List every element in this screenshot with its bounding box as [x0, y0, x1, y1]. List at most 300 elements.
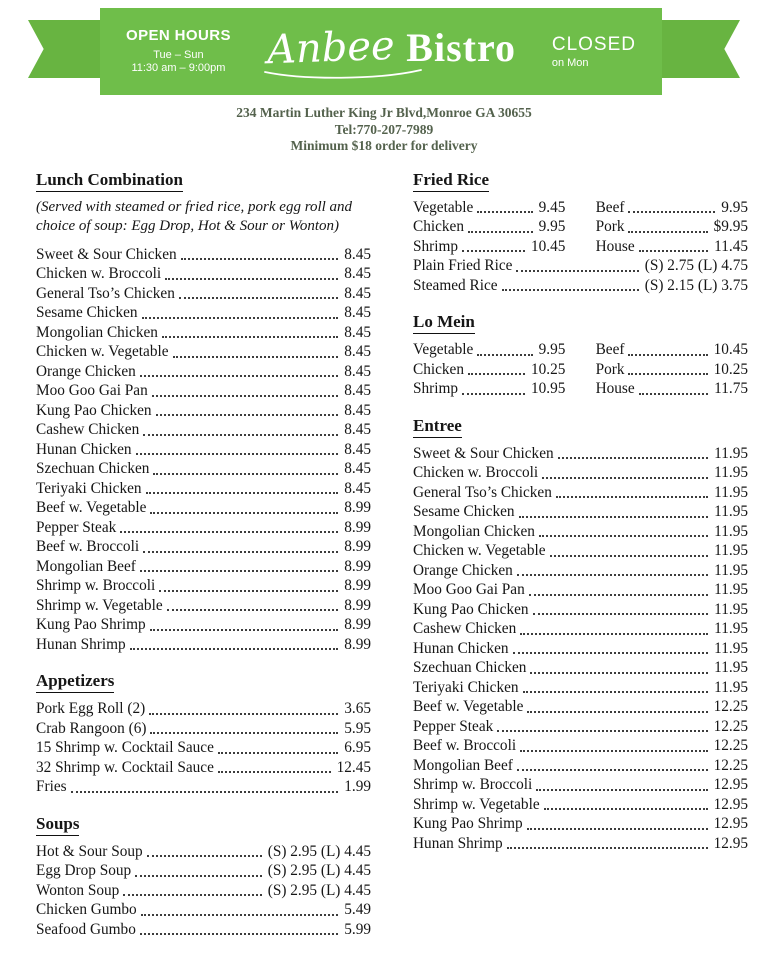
address-line: 234 Martin Luther King Jr Blvd,Monroe GA 30655: [0, 105, 768, 122]
dot-leader: [520, 750, 708, 752]
dot-leader: [156, 414, 339, 416]
menu-column-left: [36, 170, 371, 940]
dot-leader: [477, 211, 532, 213]
closed-sub: on Mon: [552, 57, 636, 71]
menu-pair-item: [596, 237, 748, 257]
dot-leader: [140, 933, 338, 935]
menu-item-price: 11.95: [712, 678, 748, 698]
menu-item-price: 10.95: [529, 379, 565, 399]
menu-item-price: (S) 2.95 (L) 4.45: [266, 842, 371, 862]
dot-leader: [146, 492, 339, 494]
menu-item-row: [36, 303, 371, 323]
section-title: Lunch Combination: [36, 170, 183, 192]
menu-item-price: 12.25: [712, 736, 748, 756]
menu-item-row: [413, 600, 748, 620]
dot-leader: [159, 590, 338, 592]
menu-item-row: [413, 276, 748, 296]
menu-item-price: 9.95: [719, 198, 748, 218]
menu-item-row: [413, 775, 748, 795]
menu-item-price: 11.95: [712, 561, 748, 581]
menu-item-price: 3.65: [342, 699, 371, 719]
menu-item-name: Shrimp: [413, 237, 458, 257]
section-note: (Served with steamed or fried rice, pork egg roll and choice of soup: Egg Drop, Hot & Sour or Wonton): [36, 198, 371, 236]
open-hours-days: Tue – Sun: [126, 49, 231, 63]
dot-leader: [516, 270, 638, 272]
menu-section: [36, 170, 371, 655]
restaurant-name: [267, 24, 516, 79]
menu-item-price: 11.95: [712, 541, 748, 561]
section-title: Entree: [413, 416, 462, 438]
menu-item-row: [413, 697, 748, 717]
menu-item-price: 6.95: [342, 738, 371, 758]
menu-item-name: Cashew Chicken: [413, 619, 516, 639]
menu-item-price: 11.95: [712, 658, 748, 678]
menu-item-price: 8.45: [342, 342, 371, 362]
dot-leader: [527, 711, 707, 713]
menu-item-price: (S) 2.15 (L) 3.75: [643, 276, 748, 296]
menu-item-price: (S) 2.95 (L) 4.45: [266, 861, 371, 881]
menu-pair-item: [413, 360, 565, 380]
menu-item-name: Crab Rangoon (6): [36, 719, 146, 739]
dot-leader: [502, 289, 639, 291]
menu-item-row: [36, 284, 371, 304]
menu-item-price: $9.95: [712, 217, 748, 237]
menu-item-row: [36, 719, 371, 739]
menu-item-price: 8.45: [342, 284, 371, 304]
contact-info: [0, 105, 768, 155]
section-title-row: [36, 170, 371, 198]
dot-leader: [462, 393, 525, 395]
menu-item-price: 5.95: [342, 719, 371, 739]
section-title: Fried Rice: [413, 170, 489, 192]
menu-item-name: Sesame Chicken: [413, 502, 515, 522]
menu-item-name: General Tso’s Chicken: [413, 483, 552, 503]
menu-item-name: Beef: [596, 340, 625, 360]
menu-item-row: [36, 440, 371, 460]
dot-leader: [71, 791, 339, 793]
menu-item-price: 8.99: [342, 635, 371, 655]
menu-item-name: Hunan Chicken: [36, 440, 132, 460]
dot-leader: [130, 648, 339, 650]
menu-item-row: [36, 401, 371, 421]
menu-item-name: Cashew Chicken: [36, 420, 139, 440]
dot-leader: [513, 652, 709, 654]
delivery-note: Minimum $18 order for delivery: [0, 138, 768, 155]
menu-pair-item: [596, 198, 748, 218]
menu-item-row: [413, 561, 748, 581]
menu-item-price: 11.75: [712, 379, 748, 399]
phone-line: Tel:770-207-7989: [0, 122, 768, 139]
dot-leader: [639, 250, 708, 252]
menu-item-row: [413, 834, 748, 854]
dot-leader: [628, 354, 707, 356]
menu-item-row: [413, 756, 748, 776]
menu-item-row: [413, 658, 748, 678]
menu-item-row: [36, 537, 371, 557]
menu-item-row: [36, 758, 371, 778]
menu-item-name: Kung Pao Chicken: [36, 401, 152, 421]
menu-item-price: 8.45: [342, 401, 371, 421]
menu-item-price: 11.95: [712, 463, 748, 483]
section-title: Soups: [36, 814, 79, 836]
dot-leader: [542, 477, 708, 479]
menu-item-price: 11.95: [712, 580, 748, 600]
dot-leader: [523, 691, 709, 693]
menu-item-name: Orange Chicken: [36, 362, 136, 382]
menu-item-row: [413, 217, 748, 237]
menu-item-price: 8.99: [342, 537, 371, 557]
menu-item-price: 8.45: [342, 479, 371, 499]
dot-leader: [462, 250, 525, 252]
menu-item-name: Beef w. Vegetable: [36, 498, 146, 518]
menu-item-row: [36, 362, 371, 382]
menu-item-name: Kung Pao Shrimp: [413, 814, 523, 834]
menu-pair-item: [413, 198, 565, 218]
dot-leader: [150, 512, 338, 514]
dot-leader: [639, 393, 708, 395]
menu-item-name: Fries: [36, 777, 67, 797]
banner: [0, 0, 768, 100]
menu-item-row: [413, 580, 748, 600]
menu-item-name: 15 Shrimp w. Cocktail Sauce: [36, 738, 214, 758]
menu-item-name: Pork Egg Roll (2): [36, 699, 145, 719]
dot-leader: [530, 672, 708, 674]
open-hours-block: [126, 27, 231, 76]
menu-item-name: Sweet & Sour Chicken: [36, 245, 177, 265]
menu-item-name: Chicken: [413, 217, 464, 237]
menu-item-name: General Tso’s Chicken: [36, 284, 175, 304]
menu-item-name: Pepper Steak: [36, 518, 116, 538]
menu-item-name: Chicken w. Broccoli: [36, 264, 161, 284]
menu-item-row: [36, 420, 371, 440]
dot-leader: [120, 531, 338, 533]
menu-section: [36, 814, 371, 940]
closed-title: CLOSED: [552, 33, 636, 57]
menu-item-name: Orange Chicken: [413, 561, 513, 581]
menu-item-row: [36, 264, 371, 284]
dot-leader: [179, 297, 338, 299]
menu-item-row: [413, 340, 748, 360]
dot-leader: [477, 354, 532, 356]
menu-item-price: 12.95: [712, 795, 748, 815]
menu-item-row: [36, 479, 371, 499]
dot-leader: [556, 496, 708, 498]
dot-leader: [519, 516, 709, 518]
dot-leader: [140, 570, 338, 572]
menu-item-name: Egg Drop Soup: [36, 861, 131, 881]
menu-item-name: Vegetable: [413, 198, 473, 218]
menu-item-row: [413, 502, 748, 522]
brand-swash-icon: [263, 69, 423, 79]
menu-item-price: 8.45: [342, 362, 371, 382]
menu-item-row: [36, 777, 371, 797]
menu-item-row: [413, 463, 748, 483]
menu-item-name: Teriyaki Chicken: [413, 678, 519, 698]
dot-leader: [517, 769, 708, 771]
menu-item-row: [413, 379, 748, 399]
menu-item-name: Chicken w. Broccoli: [413, 463, 538, 483]
menu-item-name: Beef: [596, 198, 625, 218]
menu-item-name: Beef w. Broccoli: [36, 537, 139, 557]
menu-item-price: 8.99: [342, 518, 371, 538]
open-hours-title: OPEN HOURS: [126, 27, 231, 46]
menu-item-name: Hot & Sour Soup: [36, 842, 143, 862]
menu-item-price: 8.45: [342, 381, 371, 401]
restaurant-name-script: Anbee: [266, 23, 395, 73]
menu-item-name: Pepper Steak: [413, 717, 493, 737]
menu-item-price: 8.45: [342, 420, 371, 440]
menu-item-name: House: [596, 379, 635, 399]
section-title: Lo Mein: [413, 312, 475, 334]
closed-block: [552, 33, 636, 71]
menu-item-row: [36, 459, 371, 479]
menu-item-row: [413, 619, 748, 639]
menu-item-name: Kung Pao Shrimp: [36, 615, 146, 635]
menu-item-name: Mongolian Beef: [413, 756, 513, 776]
menu-item-price: (S) 2.75 (L) 4.75: [643, 256, 748, 276]
menu-item-row: [413, 639, 748, 659]
menu-pair-item: [413, 217, 565, 237]
menu-item-name: Pork: [596, 360, 625, 380]
menu-item-price: 11.95: [712, 639, 748, 659]
menu-pair-item: [413, 379, 565, 399]
menu-item-name: Shrimp: [413, 379, 458, 399]
menu-item-row: [413, 678, 748, 698]
menu-item-row: [36, 920, 371, 940]
menu-item-price: 8.45: [342, 303, 371, 323]
menu-item-name: Hunan Shrimp: [413, 834, 503, 854]
menu-item-price: 11.95: [712, 444, 748, 464]
dot-leader: [142, 317, 339, 319]
menu-item-name: Shrimp w. Vegetable: [413, 795, 540, 815]
dot-leader: [143, 551, 338, 553]
menu-item-name: Chicken w. Vegetable: [36, 342, 169, 362]
menu-item-name: Beef w. Broccoli: [413, 736, 516, 756]
dot-leader: [167, 609, 339, 611]
dot-leader: [173, 356, 339, 358]
menu-item-name: Teriyaki Chicken: [36, 479, 142, 499]
dot-leader: [628, 231, 707, 233]
menu-pair-item: [596, 340, 748, 360]
menu-item-name: Hunan Shrimp: [36, 635, 126, 655]
menu-item-price: 8.45: [342, 440, 371, 460]
menu-item-price: 8.45: [342, 459, 371, 479]
menu-item-name: Chicken: [413, 360, 464, 380]
menu-item-name: Sweet & Sour Chicken: [413, 444, 554, 464]
dot-leader: [507, 847, 708, 849]
menu-item-name: Kung Pao Chicken: [413, 600, 529, 620]
menu-item-name: Mongolian Beef: [36, 557, 136, 577]
menu-item-name: 32 Shrimp w. Cocktail Sauce: [36, 758, 214, 778]
dot-leader: [218, 752, 338, 754]
menu-item-price: 11.95: [712, 600, 748, 620]
dot-leader: [149, 713, 338, 715]
section-title-row: [413, 416, 748, 444]
dot-leader: [529, 594, 708, 596]
menu-item-price: 9.95: [537, 340, 566, 360]
ribbon-center: [100, 8, 662, 95]
menu-pair-item: [596, 360, 748, 380]
dot-leader: [517, 574, 708, 576]
menu-item-price: 5.49: [342, 900, 371, 920]
dot-leader: [558, 457, 709, 459]
menu-item-price: 8.45: [342, 245, 371, 265]
dot-leader: [150, 732, 338, 734]
menu-item-name: Shrimp w. Broccoli: [36, 576, 155, 596]
menu-item-price: 10.45: [529, 237, 565, 257]
dot-leader: [143, 434, 338, 436]
menu-item-price: 10.45: [712, 340, 748, 360]
dot-leader: [550, 555, 709, 557]
menu-item-row: [413, 717, 748, 737]
menu-item-price: 8.99: [342, 615, 371, 635]
menu-item-price: 8.45: [342, 264, 371, 284]
menu-item-price: 11.95: [712, 619, 748, 639]
dot-leader: [150, 629, 339, 631]
menu-pair-item: [413, 237, 565, 257]
menu-item-name: Shrimp w. Broccoli: [413, 775, 532, 795]
menu-item-name: Chicken Gumbo: [36, 900, 137, 920]
dot-leader: [468, 231, 533, 233]
menu-item-price: 11.95: [712, 483, 748, 503]
menu-item-price: 12.95: [712, 834, 748, 854]
menu-item-name: Steamed Rice: [413, 276, 498, 296]
menu-item-price: 9.45: [537, 198, 566, 218]
menu-item-price: (S) 2.95 (L) 4.45: [266, 881, 371, 901]
menu-item-row: [413, 483, 748, 503]
menu-item-row: [413, 795, 748, 815]
menu-item-row: [36, 900, 371, 920]
menu-item-name: Mongolian Chicken: [36, 323, 158, 343]
menu-item-row: [413, 736, 748, 756]
menu-item-price: 12.25: [712, 756, 748, 776]
section-title: Appetizers: [36, 671, 114, 693]
menu-item-name: Chicken w. Vegetable: [413, 541, 546, 561]
dot-leader: [136, 453, 339, 455]
dot-leader: [520, 633, 708, 635]
menu-item-row: [36, 842, 371, 862]
menu-item-row: [413, 360, 748, 380]
menu-item-row: [36, 861, 371, 881]
menu-item-name: Szechuan Chicken: [413, 658, 526, 678]
menu-item-row: [36, 557, 371, 577]
dot-leader: [527, 828, 708, 830]
menu-item-row: [36, 699, 371, 719]
dot-leader: [468, 373, 525, 375]
menu-item-row: [36, 342, 371, 362]
menu-item-row: [413, 522, 748, 542]
dot-leader: [165, 278, 338, 280]
menu-item-name: Beef w. Vegetable: [413, 697, 523, 717]
menu-body: [0, 155, 768, 965]
dot-leader: [141, 914, 339, 916]
menu-item-row: [413, 814, 748, 834]
dot-leader: [123, 894, 261, 896]
menu-section: [36, 671, 371, 797]
dot-leader: [147, 855, 262, 857]
section-title-row: [36, 814, 371, 842]
menu-item-price: 11.45: [712, 237, 748, 257]
menu-item-row: [413, 198, 748, 218]
menu-item-row: [36, 738, 371, 758]
menu-item-row: [36, 518, 371, 538]
section-title-row: [413, 170, 748, 198]
menu-item-row: [36, 381, 371, 401]
menu-item-name: Wonton Soup: [36, 881, 119, 901]
menu-item-price: 11.95: [712, 522, 748, 542]
dot-leader: [536, 789, 707, 791]
menu-item-name: House: [596, 237, 635, 257]
menu-item-price: 8.99: [342, 576, 371, 596]
dot-leader: [162, 336, 338, 338]
menu-pair-item: [596, 217, 748, 237]
menu-item-price: 12.95: [712, 775, 748, 795]
menu-item-price: 5.99: [342, 920, 371, 940]
menu-item-name: Shrimp w. Vegetable: [36, 596, 163, 616]
menu-item-price: 12.25: [712, 697, 748, 717]
dot-leader: [152, 395, 338, 397]
menu-item-price: 10.25: [712, 360, 748, 380]
menu-item-row: [36, 635, 371, 655]
menu-item-price: 8.99: [342, 557, 371, 577]
menu-item-row: [413, 237, 748, 257]
dot-leader: [628, 211, 715, 213]
menu-section: [413, 312, 748, 399]
menu-item-price: 10.25: [529, 360, 565, 380]
menu-item-row: [36, 245, 371, 265]
menu-item-price: 9.95: [537, 217, 566, 237]
menu-item-price: 1.99: [342, 777, 371, 797]
restaurant-name-bold: Bistro: [406, 24, 516, 71]
open-hours-time: 11:30 am – 9:00pm: [126, 62, 231, 76]
menu-pair-item: [413, 340, 565, 360]
menu-item-name: Vegetable: [413, 340, 473, 360]
menu-item-name: Hunan Chicken: [413, 639, 509, 659]
menu-item-name: Moo Goo Gai Pan: [36, 381, 148, 401]
menu-item-name: Mongolian Chicken: [413, 522, 535, 542]
menu-item-name: Szechuan Chicken: [36, 459, 149, 479]
dot-leader: [181, 258, 339, 260]
section-title-row: [36, 671, 371, 699]
menu-pair-item: [596, 379, 748, 399]
menu-item-price: 11.95: [712, 502, 748, 522]
dot-leader: [628, 373, 707, 375]
menu-item-row: [413, 256, 748, 276]
menu-item-row: [36, 596, 371, 616]
dot-leader: [218, 771, 331, 773]
menu-item-row: [36, 576, 371, 596]
menu-column-right: [413, 170, 748, 940]
menu-item-row: [36, 498, 371, 518]
menu-item-row: [36, 615, 371, 635]
menu-item-name: Plain Fried Rice: [413, 256, 512, 276]
menu-item-row: [413, 541, 748, 561]
dot-leader: [135, 875, 262, 877]
menu-item-price: 12.95: [712, 814, 748, 834]
menu-item-price: 12.25: [712, 717, 748, 737]
menu-section: [413, 170, 748, 296]
menu-item-name: Sesame Chicken: [36, 303, 138, 323]
dot-leader: [153, 473, 338, 475]
dot-leader: [497, 730, 707, 732]
menu-section: [413, 416, 748, 854]
menu-item-price: 8.99: [342, 596, 371, 616]
menu-item-price: 8.45: [342, 323, 371, 343]
menu-item-price: 8.99: [342, 498, 371, 518]
menu-item-name: Moo Goo Gai Pan: [413, 580, 525, 600]
menu-item-name: Seafood Gumbo: [36, 920, 136, 940]
dot-leader: [544, 808, 708, 810]
